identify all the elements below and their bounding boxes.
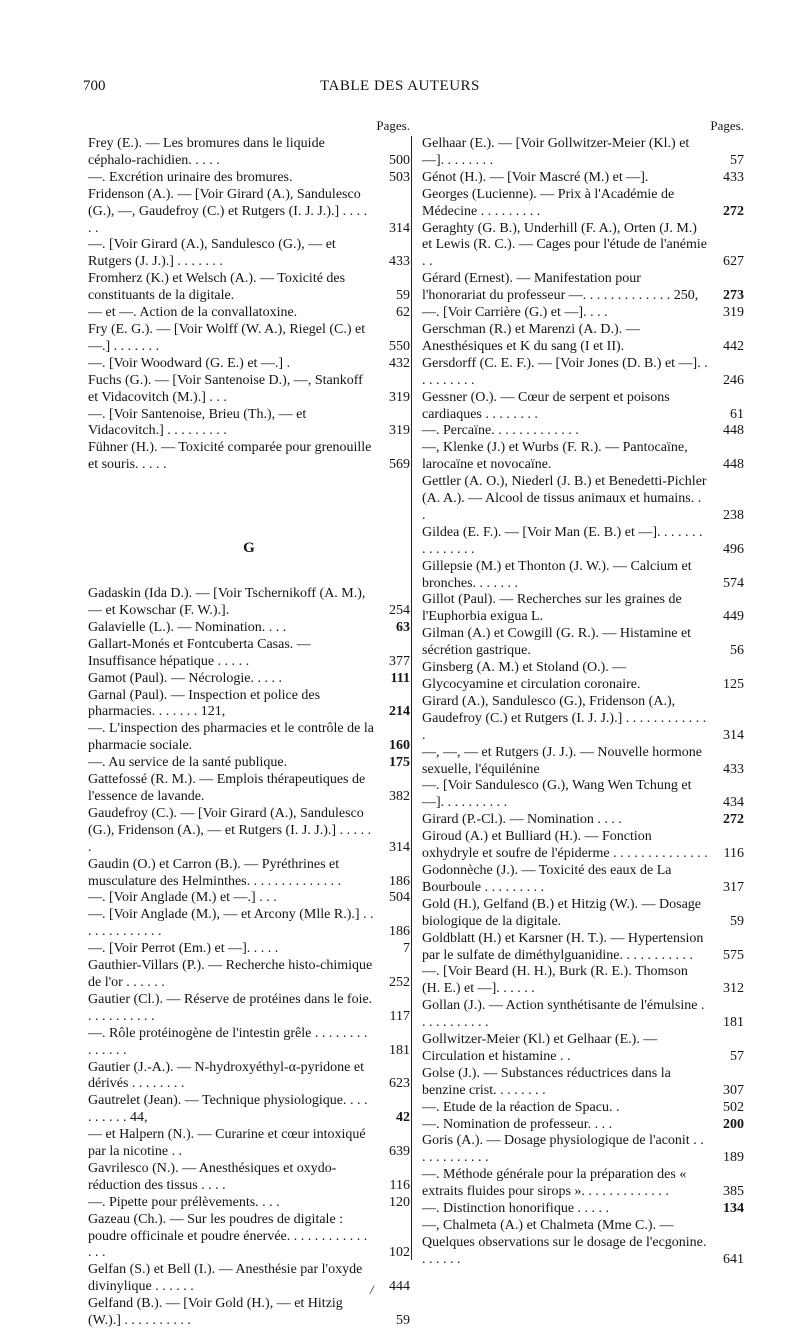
page-reference: 59 [396, 1313, 410, 1329]
page-reference: 448 [723, 423, 744, 439]
index-entry [88, 620, 410, 637]
entry-text: —. Etude de la réaction de Spacu. . [422, 1099, 620, 1115]
entry-text: Gerschman (R.) et Marenzi (A. D.). — Anesthésiques et K du sang (I et II). [422, 321, 640, 354]
index-entry [422, 1032, 744, 1066]
page-reference: 639 [389, 1144, 410, 1160]
index-entry [88, 305, 410, 322]
entry-text: Gessner (O.). — Cœur de serpent et poisons cardiaques . . . . . . . . [422, 389, 670, 422]
index-entry [88, 688, 410, 722]
page-reference: 641 [723, 1251, 744, 1267]
index-entry [88, 671, 410, 688]
entry-text: Gillepsie (M.) et Thonton (J. W.). — Calcium et bronches. . . . . . . [422, 558, 692, 591]
index-entry [88, 992, 410, 1026]
entry-text: —. Distinction honorifique . . . . . [422, 1201, 610, 1217]
entry-text: Gaudin (O.) et Carron (B.). — Pyréthrines et musculature des Helminthes. . . . . . . . . . . . . . [88, 856, 342, 889]
entry-text: Génot (H.). — [Voir Mascré (M.) et —]. [422, 169, 649, 185]
page-reference: 102 [389, 1245, 410, 1261]
page-reference: 502 [723, 1099, 744, 1115]
index-entry [422, 1201, 744, 1218]
index-entry [88, 941, 410, 958]
entry-text: Gollan (J.). — Action synthétisante de l'émulsine . . . . . . . . . . . [422, 998, 705, 1031]
index-entry [88, 721, 410, 755]
page-reference: 125 [723, 677, 744, 692]
entry-list [88, 136, 410, 474]
index-entry [422, 356, 744, 390]
entry-text: —. [Voir Anglade (M.), — et Arcony (Mlle R.).] . . . . . . . . . . . . . [88, 907, 374, 940]
index-entry [88, 407, 410, 441]
page-reference: 627 [723, 254, 744, 270]
right-column [422, 116, 744, 1269]
entry-text: Gauthier-Villars (P.). — Recherche histo-chimique de l'or . . . . . . [88, 958, 373, 990]
page-reference: 319 [389, 423, 410, 439]
index-entry [422, 592, 744, 626]
page-reference: 59 [396, 288, 410, 304]
index-entry [88, 322, 410, 356]
entry-text: —. Percaïne. . . . . . . . . . . . . [422, 423, 579, 439]
index-entry [88, 857, 410, 891]
page-reference: 314 [389, 839, 410, 855]
entry-text: Gamot (Paul). — Nécrologie. . . . . [88, 670, 283, 686]
index-entry [422, 423, 744, 440]
entry-text: Girard (P.-Cl.). — Nomination . . . . [422, 812, 622, 828]
entry-text: Frey (E.). — Les bromures dans le liquide céphalo-rachidien. . . . . [88, 136, 325, 168]
page-reference: 433 [389, 254, 410, 270]
entry-text: Geraghty (G. B.), Underhill (F. A.), Orten (J. M.) et Lewis (R. C.). — Cages pour l'étude de l'anémie . . [422, 220, 707, 270]
entry-text: Goris (A.). — Dosage physiologique de l'aconit . . . . . . . . . . . . [422, 1133, 704, 1166]
entry-text: Fuchs (G.). — [Voir Santenoise D.), —, Stankoff et Vidacovitch (M.).] . . . [88, 372, 363, 405]
page-reference: 116 [723, 846, 744, 862]
entry-text: Galavielle (L.). — Nomination. . . . [88, 619, 287, 635]
index-entry [88, 440, 410, 474]
index-entry [422, 1167, 744, 1201]
page-reference: 117 [389, 1008, 410, 1024]
page-reference: 246 [723, 372, 744, 388]
page-reference: 504 [389, 890, 410, 906]
page-reference: 449 [723, 609, 744, 625]
index-entry [422, 559, 744, 593]
column-divider [411, 136, 412, 1260]
index-entry [88, 1060, 410, 1094]
page-reference: 62 [396, 305, 410, 321]
page-reference: 186 [389, 924, 410, 940]
index-entry [422, 778, 744, 812]
entry-text: — et —. Action de la convallatoxine. [88, 305, 298, 321]
index-entry [88, 136, 410, 170]
page-reference: 448 [723, 457, 744, 473]
page-reference: 56 [730, 643, 744, 659]
entry-text: Girard (A.), Sandulesco (G.), Fridenson (A.), Gaudefroy (C.) et Rutgers (I. J. J.).] . . . . . . . . . . . . . [422, 693, 707, 743]
index-entry [422, 187, 744, 221]
left-column [88, 116, 410, 1330]
entry-text: —. [Voir Beard (H. H.), Burk (R. E.). Thomson (H. E.) et —]. . . . . . [422, 964, 688, 997]
page-reference: 385 [723, 1184, 744, 1200]
page-reference: 574 [723, 575, 744, 591]
index-entry [422, 1066, 744, 1100]
entry-list [88, 586, 410, 1330]
page-reference: 160 [389, 738, 410, 754]
entry-text: Gettler (A. O.), Niederl (J. B.) et Benedetti-Pichler (A. A.). — Alcool de tissus animaux et humains. . . [422, 474, 707, 523]
index-entry [422, 660, 744, 694]
index-entry [422, 964, 744, 998]
index-entry [88, 1026, 410, 1060]
index-entry [422, 829, 744, 863]
entry-text: Gazeau (Ch.). — Sur les poudres de digitale : poudre officinale et poudre énervée. . . . . . . . . . . . . . . [88, 1211, 368, 1261]
index-entry [88, 356, 410, 373]
entry-text: Gelhaar (E.). — [Voir Gollwitzer-Meier (Kl.) et —]. . . . . . . . [422, 136, 690, 168]
page-reference: 134 [723, 1201, 744, 1217]
index-entry [88, 890, 410, 907]
index-entry [422, 626, 744, 660]
page-reference: 312 [723, 981, 744, 997]
page-reference: 272 [723, 203, 744, 219]
entry-text: Gattefossé (R. M.). — Emplois thérapeutiques de l'essence de lavande. [88, 772, 366, 804]
index-entry [88, 1296, 410, 1330]
page-reference: 189 [723, 1150, 744, 1166]
index-entry [88, 187, 410, 238]
page-reference: 444 [389, 1279, 410, 1295]
index-entry [422, 474, 744, 525]
index-entry [422, 170, 744, 187]
entry-text: —. Nomination de professeur. . . . [422, 1116, 613, 1132]
entry-text: Gersdorff (C. E. F.). — [Voir Jones (D. B.) et —]. . . . . . . . . . [422, 355, 708, 388]
index-entry [88, 637, 410, 671]
section-letter: G [243, 540, 255, 557]
index-entry [422, 221, 744, 272]
entry-text: —, Chalmeta (A.) et Chalmeta (Mme C.). — Quelques observations sur le dosage de l'ecgonine. . . . . . . [422, 1218, 707, 1267]
entry-text: Gilman (A.) et Cowgill (G. R.). — Histamine et sécrétion gastrique. [422, 626, 692, 659]
page-reference: 181 [389, 1042, 410, 1058]
page-reference: 319 [389, 389, 410, 405]
page-reference: 377 [389, 653, 410, 669]
index-entry [88, 170, 410, 187]
page-reference: 550 [389, 338, 410, 354]
footer-mark: / [370, 1282, 374, 1297]
entry-text: Gold (H.), Gelfand (B.) et Hitzig (W.). — Dosage biologique de la digitale. [422, 896, 702, 929]
entry-text: —. [Voir Girard (A.), Sandulesco (G.), — et Rutgers (J. J.).] . . . . . . . [88, 237, 336, 270]
page-reference: 214 [389, 704, 410, 720]
entry-text: —. [Voir Santenoise, Brieu (Th.), — et Vidacovitch.] . . . . . . . . . [88, 406, 307, 439]
entry-text: —. [Voir Perrot (Em.) et —]. . . . . [88, 941, 279, 957]
page-reference: 116 [389, 1177, 410, 1193]
entry-text: Fromherz (K.) et Welsch (A.). — Toxicité des constituants de la digitale. [88, 271, 346, 304]
entry-list [422, 136, 744, 1269]
entry-text: —. [Voir Sandulesco (G.), Wang Wen Tchung et —]. . . . . . . . . . [422, 778, 692, 811]
entry-text: Gelfand (B.). — [Voir Gold (H.), — et Hitzig (W.).] . . . . . . . . . . [88, 1296, 343, 1329]
entry-text: Gautrelet (Jean). — Technique physiologique. . . . . . . . . . 44, [88, 1093, 368, 1126]
running-title: TABLE DES AUTEURS [320, 78, 480, 94]
entry-text: Gillot (Paul). — Recherches sur les graines de l'Euphorbia exigua L. [422, 592, 682, 625]
page-reference: 433 [723, 761, 744, 777]
index-entry [88, 1212, 410, 1263]
entry-text: Ginsberg (A. M.) et Stoland (O.). — Glycocyamine et circulation coronaire. [422, 660, 641, 692]
page-reference: 238 [723, 507, 744, 523]
entry-text: —. L'inspection des pharmacies et le contrôle de la pharmacie sociale. [88, 721, 374, 754]
page-reference: 434 [723, 795, 744, 811]
index-entry [422, 1117, 744, 1134]
index-entry [422, 931, 744, 965]
entry-text: —. Au service de la santé publique. [88, 755, 288, 771]
page-reference: 496 [723, 541, 744, 557]
page-reference: 181 [723, 1015, 744, 1031]
index-entry [422, 812, 744, 829]
entry-text: Gautier (J.-A.). — N-hydroxyéthyl-α-pyridone et dérivés . . . . . . . . [88, 1059, 364, 1092]
index-entry [422, 1218, 744, 1269]
entry-text: Gollwitzer-Meier (Kl.) et Gelhaar (E.). — Circulation et histamine . . [422, 1032, 658, 1064]
entry-text: —. Rôle protéinogène de l'intestin grêle . . . . . . . . . . . . . . [88, 1025, 368, 1058]
index-entry [88, 1093, 410, 1127]
entry-text: Georges (Lucienne). — Prix à l'Académie de Médecine . . . . . . . . . [422, 186, 675, 219]
index-entry [88, 1262, 410, 1296]
entry-text: Gelfan (S.) et Bell (I.). — Anesthésie par l'oxyde divinylique . . . . . . [88, 1262, 363, 1295]
page-reference: 314 [389, 220, 410, 236]
entry-text: Gildea (E. F.). — [Voir Man (E. B.) et —]. . . . . . . . . . . . . . . [422, 524, 703, 557]
page-number: 700 [83, 78, 106, 94]
index-entry [422, 271, 744, 305]
page-reference: 314 [723, 727, 744, 743]
index-entry [88, 772, 410, 806]
index-entry [422, 694, 744, 745]
page-reference: 42 [396, 1110, 410, 1126]
index-entry [422, 440, 744, 474]
page-reference: 200 [723, 1116, 744, 1132]
entry-text: Gavrilesco (N.). — Anesthésiques et oxydo-réduction des tissus . . . . [88, 1160, 337, 1193]
index-entry [88, 586, 410, 620]
entry-text: —, —, — et Rutgers (J. J.). — Nouvelle hormone sexuelle, l'équilénine [422, 744, 702, 777]
index-entry [88, 806, 410, 857]
entry-text: —. Méthode générale pour la préparation des « extraits fluides pour sirops ». . . . . . . . . . . . . [422, 1167, 687, 1200]
index-entry [422, 322, 744, 356]
page-reference: 272 [723, 812, 744, 828]
index-entry [422, 1133, 744, 1167]
index-entry [88, 1195, 410, 1212]
entry-text: Fry (E. G.). — [Voir Wolff (W. A.), Riegel (C.) et —.] . . . . . . . [88, 321, 366, 354]
page-reference: 433 [723, 169, 744, 185]
index-entry [422, 305, 744, 322]
entry-text: Gallart-Monés et Fontcuberta Casas. — Insuffisance hépatique . . . . . [88, 636, 311, 669]
index-entry [88, 958, 410, 992]
page-reference: 111 [390, 670, 410, 686]
index-entry [88, 755, 410, 772]
page-reference: 59 [730, 913, 744, 929]
entry-text: Gérard (Ernest). — Manifestation pour l'honorariat du professeur —. . . . . . . . . . . . . 250, [422, 271, 699, 304]
entry-text: Golse (J.). — Substances réductrices dans la benzine crist. . . . . . . . [422, 1065, 671, 1098]
page-reference: 442 [723, 338, 744, 354]
page-reference: 186 [389, 873, 410, 889]
page-reference: 432 [389, 355, 410, 371]
index-entry [88, 907, 410, 941]
entry-text: Garnal (Paul). — Inspection et police des pharmacies. . . . . . . 121, [88, 687, 321, 720]
page-reference: 57 [730, 1048, 744, 1064]
entry-text: Fridenson (A.). — [Voir Girard (A.), Sandulesco (G.), —, Gaudefroy (C.) et Rutgers (I. J. J.).] . . . . . . [88, 186, 368, 236]
page-reference: 500 [389, 152, 410, 168]
index-entry [422, 998, 744, 1032]
entry-text: —. Excrétion urinaire des bromures. [88, 169, 293, 185]
index-entry [422, 897, 744, 931]
page-reference: 63 [396, 619, 410, 635]
index-entry [422, 745, 744, 779]
entry-text: —. [Voir Carrière (G.) et —]. . . . [422, 305, 608, 321]
page-reference: 319 [723, 305, 744, 321]
index-entry [422, 863, 744, 897]
entry-text: —. [Voir Woodward (G. E.) et —.] . [88, 355, 291, 371]
entry-text: Godonnèche (J.). — Toxicité des eaux de La Bourboule . . . . . . . . . [422, 862, 672, 895]
page-reference: 57 [730, 152, 744, 168]
page-reference: 623 [389, 1076, 410, 1092]
index-entry [422, 390, 744, 424]
pages-label: Pages. [376, 118, 410, 133]
entry-text: —. [Voir Anglade (M.) et —.] . . . [88, 890, 277, 906]
page-reference: 569 [389, 457, 410, 473]
page-reference: 317 [723, 879, 744, 895]
index-entry [422, 136, 744, 170]
page-reference: 382 [389, 789, 410, 804]
entry-text: Giroud (A.) et Bulliard (H.). — Fonction oxhydryle et soufre de l'épiderme . . . . . . . . . . . . . . [422, 829, 708, 862]
entry-text: Gaudefroy (C.). — [Voir Girard (A.), Sandulesco (G.), Fridenson (A.), — et Rutgers (I. J. J.).] . . . . . . [88, 805, 372, 855]
page-reference: 61 [730, 406, 744, 422]
entry-text: Gautier (Cl.). — Réserve de protéines dans le foie. . . . . . . . . . . [88, 991, 373, 1024]
page-reference: 252 [389, 974, 410, 990]
entry-text: Fühner (H.). — Toxicité comparée pour grenouille et souris. . . . . [88, 440, 372, 473]
index-entry [88, 373, 410, 407]
page-reference: 307 [723, 1082, 744, 1098]
page-reference: 7 [403, 941, 410, 957]
index-entry [88, 1161, 410, 1195]
index-entry [422, 525, 744, 559]
page-reference: 575 [723, 947, 744, 963]
index-entry [422, 1100, 744, 1117]
index-entry [88, 237, 410, 271]
index-entry [88, 1127, 410, 1161]
page-reference: 273 [723, 288, 744, 304]
page-reference: 503 [389, 169, 410, 185]
entry-text: —, Klenke (J.) et Wurbs (F. R.). — Pantocaïne, larocaïne et novocaïne. [422, 440, 688, 473]
entry-text: Gadaskin (Ida D.). — [Voir Tschernikoff (A. M.), — et Kowschar (F. W.).]. [88, 586, 366, 619]
page-reference: 254 [389, 603, 410, 619]
page-reference: 120 [389, 1194, 410, 1210]
pages-label: Pages. [710, 118, 744, 133]
entry-text: — et Halpern (N.). — Curarine et cœur intoxiqué par la nicotine . . [88, 1127, 366, 1160]
entry-text: Goldblatt (H.) et Karsner (H. T.). — Hypertension par le sulfate de diméthylguanidine. . . . . . . . . . . [422, 930, 704, 963]
page-reference: 175 [389, 755, 410, 771]
entry-text: —. Pipette pour prélèvements. . . . [88, 1194, 280, 1210]
index-entry [88, 271, 410, 305]
